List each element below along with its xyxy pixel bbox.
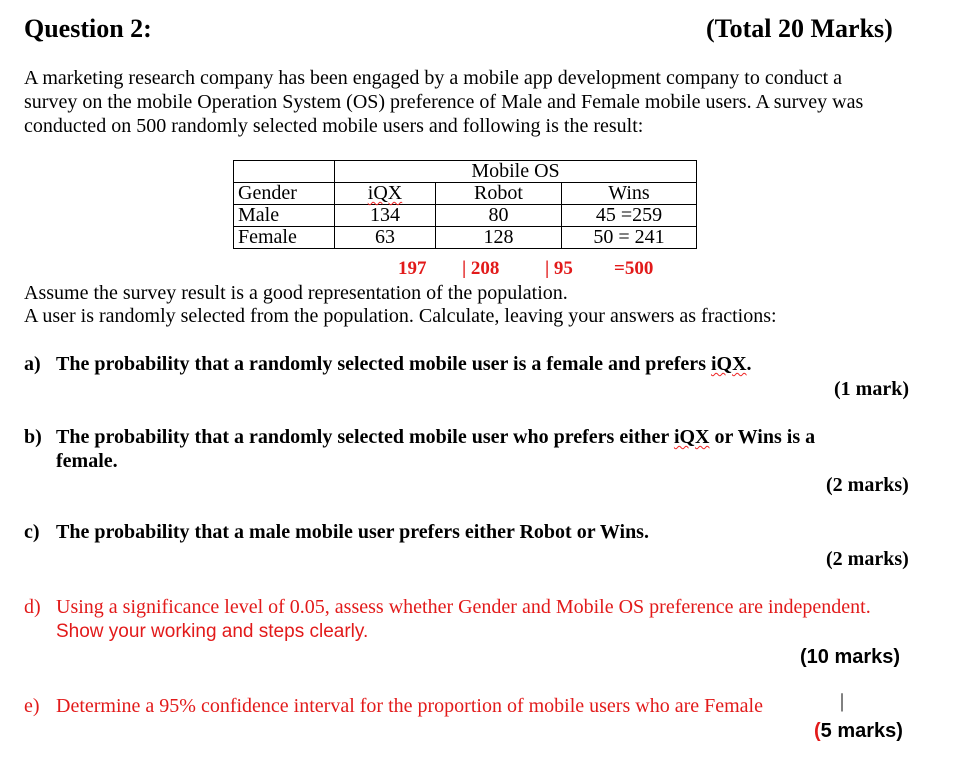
table-cell: 63 xyxy=(335,227,436,249)
marks-value: 5 marks) xyxy=(820,720,903,742)
grand-total: =500 xyxy=(614,258,654,279)
question-d-line2: Show your working and steps clearly. xyxy=(56,621,369,642)
survey-table xyxy=(233,160,697,249)
total-marks: (Total 20 Marks) xyxy=(706,14,893,43)
question-c xyxy=(24,521,649,544)
marks-paren: ( xyxy=(814,720,821,742)
table-column-row xyxy=(234,183,697,205)
intro-line: A marketing research company has been engaged by a mobile app development company to conduct a xyxy=(24,67,843,89)
question-d xyxy=(24,596,871,619)
column-header-gender: Gender xyxy=(234,183,335,205)
question-label: e) xyxy=(24,695,40,717)
question-e xyxy=(24,695,763,718)
table-cell: 134 xyxy=(335,205,436,227)
marks-a: (1 mark) xyxy=(834,378,909,400)
table-cell: 128 xyxy=(436,227,562,249)
question-text-end: . xyxy=(746,353,752,375)
marks-e xyxy=(814,720,903,743)
total-wins: | 95 xyxy=(545,258,573,279)
table-header-row xyxy=(234,161,697,183)
column-header-label: iQX xyxy=(367,182,403,204)
mobile-os-header: Mobile OS xyxy=(335,161,697,183)
intro-paragraph xyxy=(24,66,934,138)
column-header-iqx xyxy=(335,183,436,205)
question-text: Determine a 95% confidence interval for the proportion of mobile users who are Female xyxy=(56,695,763,717)
instruction-line: A user is randomly selected from the population. Calculate, leaving your answers as fractions: xyxy=(24,305,777,327)
table-cell: 50 = 241 xyxy=(562,227,697,249)
column-header-wins: Wins xyxy=(562,183,697,205)
table-row xyxy=(234,205,697,227)
table-cell: 80 xyxy=(436,205,562,227)
marks-d: (10 marks) xyxy=(800,646,901,668)
assumption-line: Assume the survey result is a good representation of the population. xyxy=(24,282,568,304)
row-label: Female xyxy=(234,227,335,249)
question-text: The probability that a randomly selected mobile user who prefers either xyxy=(56,426,674,448)
column-header-robot: Robot xyxy=(436,183,562,205)
question-title: Question 2: xyxy=(24,14,152,43)
table-cell xyxy=(234,161,335,183)
marks-b: (2 marks) xyxy=(826,474,909,496)
question-label: c) xyxy=(24,521,40,543)
question-text: The probability that a male mobile user prefers either Robot or Wins. xyxy=(56,521,649,543)
question-text: The probability that a randomly selected mobile user is a female and prefers xyxy=(56,353,711,375)
row-label: Male xyxy=(234,205,335,227)
intro-line: survey on the mobile Operation System (OS) preference of Male and Female mobile users. A survey was xyxy=(24,91,864,113)
question-text: Using a significance level of 0.05, assess whether Gender and Mobile OS preference are independent. xyxy=(56,596,871,618)
question-label: b) xyxy=(24,426,42,448)
table-cell: 45 =259 xyxy=(562,205,697,227)
question-b xyxy=(24,426,815,449)
question-a xyxy=(24,353,752,376)
table-row xyxy=(234,227,697,249)
total-iqx: 197 xyxy=(398,258,427,279)
question-term: iQX xyxy=(710,353,747,375)
question-term: iQX xyxy=(673,426,710,448)
question-label: a) xyxy=(24,353,41,375)
total-robot: | 208 xyxy=(462,258,500,279)
intro-line: conducted on 500 randomly selected mobile users and following is the result: xyxy=(24,115,644,137)
question-label: d) xyxy=(24,596,41,618)
marks-c: (2 marks) xyxy=(826,548,909,570)
text-cursor: | xyxy=(840,690,845,712)
question-text-continued: or Wins is a xyxy=(709,426,816,448)
question-b-line2: female. xyxy=(56,450,118,472)
